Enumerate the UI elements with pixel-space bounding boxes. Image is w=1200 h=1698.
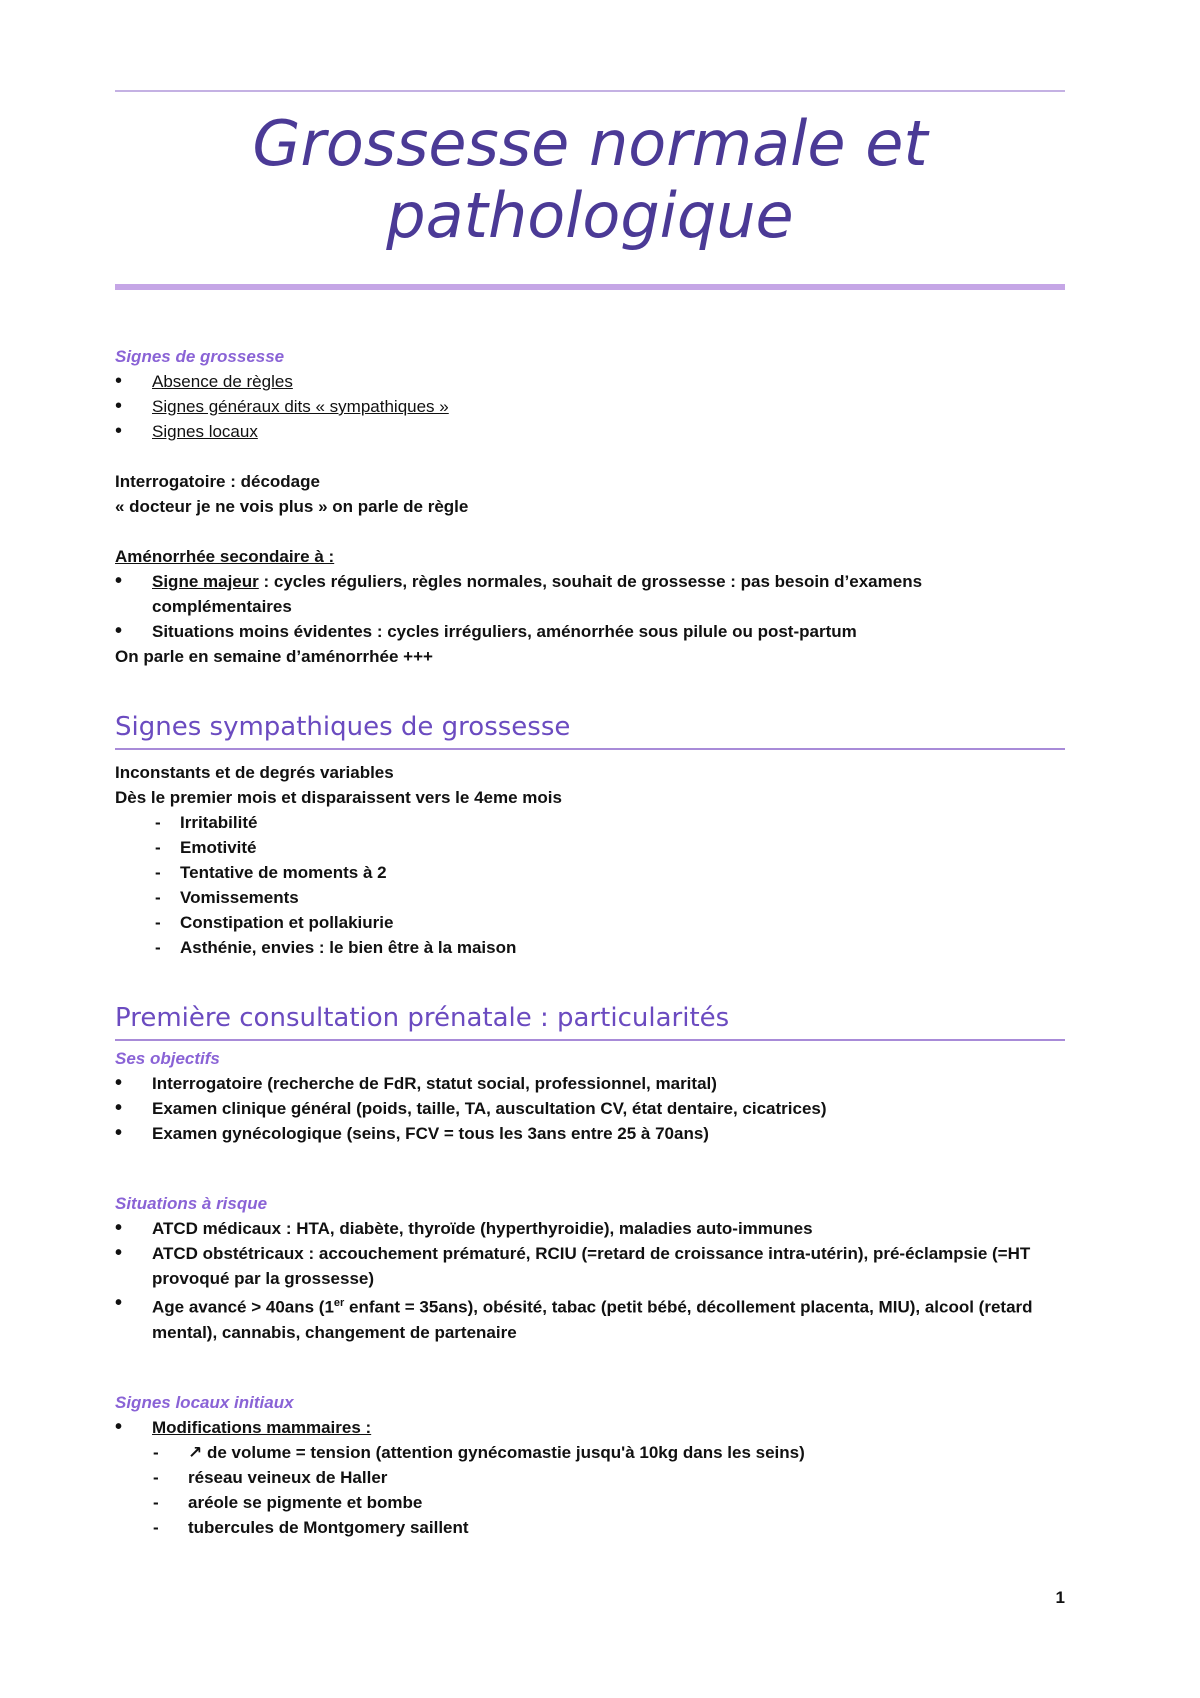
list-item: • Signes généraux dits « sympathiques » <box>115 394 1065 419</box>
list-item: • Interrogatoire (recherche de FdR, statut social, professionnel, marital) <box>115 1071 1065 1096</box>
list-item: - réseau veineux de Haller <box>115 1465 1065 1490</box>
risque-item3-sup: er <box>333 1297 345 1309</box>
risque-heading: Situations à risque <box>115 1194 268 1213</box>
list-item: - Constipation et pollakiurie <box>115 910 1065 935</box>
interrogatoire-quote: « docteur je ne vois plus » on parle de règle <box>115 497 469 516</box>
interrogatoire-label: Interrogatoire : décodage <box>115 472 320 491</box>
top-rule <box>115 90 1065 92</box>
amenorrhee-list <box>115 569 1065 644</box>
list-item <box>115 569 1065 619</box>
objectifs-heading: Ses objectifs <box>115 1049 220 1068</box>
section-heading-consultation: Première consultation prénatale : particularités <box>115 1001 1065 1041</box>
intro-bullet-list <box>115 369 1065 444</box>
list-item: • Modifications mammaires : <box>115 1415 1065 1440</box>
section-heading-sympathiques: Signes sympathiques de grossesse <box>115 710 1065 750</box>
list-item: • Situations moins évidentes : cycles irréguliers, aménorrhée sous pilule ou post-partum <box>115 619 1065 644</box>
list-item: • Absence de règles <box>115 369 1065 394</box>
list-item: • Examen clinique général (poids, taille, TA, auscultation CV, état dentaire, cicatrices) <box>115 1096 1065 1121</box>
list-item <box>115 1291 1065 1345</box>
list-item: - tubercules de Montgomery saillent <box>115 1515 1065 1540</box>
document-page <box>115 0 1065 1698</box>
list-item: • Examen gynécologique (seins, FCV = tous les 3ans entre 25 à 70ans) <box>115 1121 1065 1146</box>
list-item: - aréole se pigmente et bombe <box>115 1490 1065 1515</box>
sympathiques-list <box>115 810 1065 960</box>
locaux-list <box>115 1415 1065 1440</box>
sympathiques-line2: Dès le premier mois et disparaissent vers le 4eme mois <box>115 788 562 807</box>
list-item: • ATCD obstétricaux : accouchement prématuré, RCIU (=retard de croissance intra-utérin), pré-éclampsie (=HT provoqué par la grossesse) <box>115 1241 1065 1291</box>
signe-majeur-label: Signe majeur <box>152 572 259 591</box>
objectifs-list <box>115 1071 1065 1146</box>
document-body <box>115 344 1065 1540</box>
locaux-sublist <box>115 1440 1065 1540</box>
risque-item3-start: Age avancé > 40ans (1 <box>152 1297 334 1317</box>
risque-list <box>115 1216 1065 1345</box>
locaux-heading: Signes locaux initiaux <box>115 1392 294 1412</box>
list-item: - ↗ de volume = tension (attention gynécomastie jusqu'à 10kg dans les seins) <box>115 1440 1065 1465</box>
list-item: - Vomissements <box>115 885 1065 910</box>
title-rule <box>115 284 1065 290</box>
sympathiques-line1: Inconstants et de degrés variables <box>115 763 394 782</box>
list-item: - Tentative de moments à 2 <box>115 860 1065 885</box>
page-number: 1 <box>1055 1588 1065 1607</box>
risque-item3-end: enfant = 35ans), obésité, tabac (petit bébé, décollement placenta, MIU), alcool (retard mental), cannabis, changement de partenaire <box>152 1297 1033 1342</box>
list-item: - Emotivité <box>115 835 1065 860</box>
list-item: - Irritabilité <box>115 810 1065 835</box>
amenorrhee-label: Aménorrhée secondaire à : <box>115 547 335 566</box>
page-title: Grossesse normale et pathologique <box>252 107 928 252</box>
list-item: - Asthénie, envies : le bien être à la maison <box>115 935 1065 960</box>
list-item: • Signes locaux <box>115 419 1065 444</box>
intro-heading: Signes de grossesse <box>115 347 285 366</box>
list-item: • ATCD médicaux : HTA, diabète, thyroïde (hyperthyroidie), maladies auto-immunes <box>115 1216 1065 1241</box>
signe-majeur-text: : cycles réguliers, règles normales, souhait de grossesse : pas besoin d’examens complémentaires <box>152 572 923 616</box>
amenorrhee-note: On parle en semaine d’aménorrhée +++ <box>115 647 433 666</box>
